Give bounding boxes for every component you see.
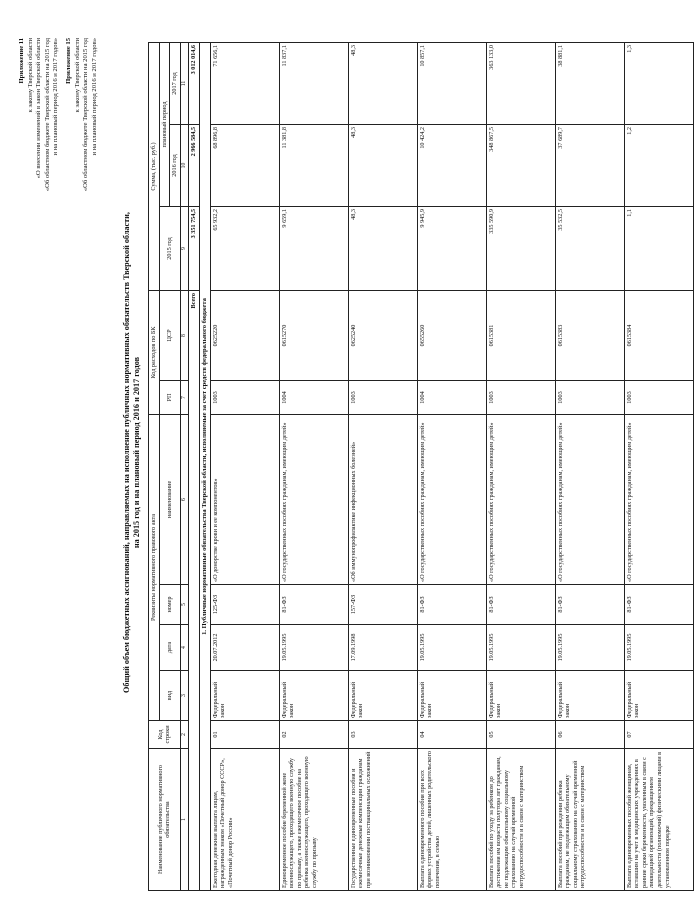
csr-code: 0625240 [348,291,417,381]
rz-code: 1003 [348,381,417,415]
act-date: 20.07.2012 [210,625,279,671]
sum-2016: 11 381,8 [279,125,348,207]
sum-2016: 10 424,2 [417,125,486,207]
title-line: на 2015 год и на плановый период 2016 и 2017 годов [132,356,141,549]
table-row [624,43,693,891]
row-code: 03 [348,721,417,749]
col-budget-code-header: Код расходов по БК [149,291,160,415]
column-number: 8 [180,291,189,381]
annex-11-title: Приложение 11 [18,38,25,84]
col-2015-header: 2015 год [159,207,180,291]
obligation-name: Выплата пособий при рождении ребенка гражданам, не подлежащим обязательному социальному страхованию на случай временной нетрудоспособности и в связи с материнством [555,749,624,891]
row-code: 02 [279,721,348,749]
total-label: Всего [189,291,200,891]
annex-11-line: «Об областном бюджете Тверской области на 2015 год [43,38,51,192]
act-name: «О государственных пособиях гражданам, имеющим детей» [279,415,348,585]
rz-code: 1004 [417,381,486,415]
sum-2015: 9 945,9 [417,207,486,291]
act-kind: Федеральный закон [624,671,693,721]
act-number: 157-ФЗ [348,585,417,625]
col-rz-header: РП [159,381,180,415]
row-code: 07 [624,721,693,749]
act-date: 19.05.1995 [486,625,555,671]
title-line: Общий объем бюджетных ассигнований, направляемых на исполнение публичных нормативных обязательств Тверской области, [122,212,131,693]
col-csr-header: ЦСР [159,291,180,381]
annex-15-line: и на плановый период 2016 и 2017 годов» [90,38,98,156]
rz-code: 1003 [486,381,555,415]
sum-2015: 35 532,5 [555,207,624,291]
act-date: 19.05.1995 [624,625,693,671]
sum-2016: 1,2 [624,125,693,207]
annex-11-line: «О внесении изменений в закон Тверской области [35,38,43,179]
act-date: 17.09.1998 [348,625,417,671]
sum-2016: 68 896,8 [210,125,279,207]
sum-2015: 335 590,9 [486,207,555,291]
col-kind-header: вид [159,671,180,721]
sum-2017: 10 857,1 [417,43,486,125]
csr-code: 0615384 [624,291,693,381]
row-code: 04 [417,721,486,749]
act-number: 81-ФЗ [279,585,348,625]
obligation-name: Выплата единовременных пособий женщинам, вставшим на учет в медицинских учреждениях в ранние сроки беременности, уволенным в связи с ликвидацией организаций, прекращением деятельности (полномочий) физическими лицами в установленном порядке [624,749,693,891]
rz-code: 1003 [210,381,279,415]
sum-2017: 71 656,1 [210,43,279,125]
act-name: «Об иммунопрофилактике инфекционных болезней» [348,415,417,585]
act-number: 81-ФЗ [417,585,486,625]
row-code: 06 [555,721,624,749]
act-date: 19.05.1995 [279,625,348,671]
column-number: 7 [180,381,189,415]
col-2017-header: 2017 год [170,43,181,125]
col-plan-header: плановый период [159,43,170,207]
act-number: 81-ФЗ [486,585,555,625]
csr-code: 0655260 [417,291,486,381]
act-date: 19.05.1995 [417,625,486,671]
row-code: 05 [486,721,555,749]
column-number: 1 [180,749,189,891]
col-requisites-header: Реквизиты нормативного правового акта [149,415,160,721]
act-number: 81-ФЗ [555,585,624,625]
sum-2015: 9 659,1 [279,207,348,291]
act-name: «О государственных пособиях гражданам, имеющим детей» [624,415,693,585]
csr-code: 0615383 [555,291,624,381]
sum-2015: 48,3 [348,207,417,291]
table-row [348,43,417,891]
act-kind: Федеральный закон [555,671,624,721]
sum-2017: 1,3 [624,43,693,125]
act-kind: Федеральный закон [210,671,279,721]
act-number: 81-ФЗ [624,585,693,625]
sum-2017: 11 837,1 [279,43,348,125]
table-row [417,43,486,891]
sum-2016: 348 867,5 [486,125,555,207]
act-kind: Федеральный закон [417,671,486,721]
col-act-header: наименование [159,415,180,585]
annex-15-line: к закону Тверской области [73,38,81,113]
sum-2017: 48,3 [348,43,417,125]
csr-code: 0615381 [486,291,555,381]
column-number: 2 [180,721,189,749]
table-row [486,43,555,891]
col-date-header: дата [159,625,180,671]
obligation-name: Выплата единовременного пособия при всех формах устройства детей, лишенных родительского попечения, в семью [417,749,486,891]
col-code-header: Код строки [149,721,181,749]
obligation-name: Государственные единовременные пособия и ежемесячные денежные компенсации гражданам при возникновении поствакцинальных осложнений [348,749,417,891]
annex-15-line: «Об областном бюджете Тверской области на 2015 год [82,38,90,192]
act-kind: Федеральный закон [279,671,348,721]
table-row [210,43,279,891]
csr-code: 0615270 [279,291,348,381]
annex-15-title: Приложение 15 [64,38,72,84]
column-number: 3 [180,671,189,721]
section-title: 1. Публичные нормативные обязательства Тверской области, исполняемые за счет средств федерального бюджета [199,43,210,891]
sum-2017: 363 133,0 [486,43,555,125]
obligation-name: Выплата пособий по уходу за ребенком до достижения им возраста полутора лет гражданам, не подлежащим обязательному социальному страхованию на случай временной нетрудоспособности и в связи с материнством [486,749,555,891]
col-sum-header: Сумма, (тыс. руб.) [149,43,160,291]
csr-code: 0625220 [210,291,279,381]
appendix-header [18,38,99,191]
column-number: 11 [180,43,189,125]
column-number: 10 [180,125,189,207]
table-row [279,43,348,891]
obligation-name: Ежегодная денежная выплата лицам, награжденным знаком «Почетный донор СССР», «Почетный донор России» [210,749,279,891]
act-kind: Федеральный закон [348,671,417,721]
rz-code: 1003 [555,381,624,415]
annex-11-line: к закону Тверской области [26,38,34,113]
sum-2017: 38 881,1 [555,43,624,125]
sum-2016: 37 689,7 [555,125,624,207]
column-number: 5 [180,585,189,625]
act-name: «О государственных пособиях гражданам, имеющим детей» [486,415,555,585]
document-title [122,40,142,865]
column-number-row [180,43,189,891]
total-2016: 2 966 584,5 [189,125,200,207]
total-2015: 3 351 754,5 [189,207,200,291]
act-name: «О донорстве крови и ее компонентов» [210,415,279,585]
obligation-name: Единовременное пособие беременной жене военнослужащего, проходящего военную службу по призыву, а также ежемесячное пособие на ребенка военнослужащего, проходящего военную службу по призыву [279,749,348,891]
column-number: 4 [180,625,189,671]
total-row [189,43,200,891]
act-kind: Федеральный закон [486,671,555,721]
sum-2015: 65 932,2 [210,207,279,291]
act-name: «О государственных пособиях гражданам, имеющим детей» [555,415,624,585]
section-row [199,43,210,891]
col-name-header: Наименование публичного нормативного обязательства [149,749,181,891]
table-row [555,43,624,891]
rz-code: 1004 [279,381,348,415]
sum-2016: 48,3 [348,125,417,207]
total-2017: 3 012 014,6 [189,43,200,125]
column-number: 9 [180,207,189,291]
col-number-header: номер [159,585,180,625]
col-2016-header: 2016 год [170,125,181,207]
obligations-table [148,42,694,891]
act-number: 125-ФЗ [210,585,279,625]
sum-2015: 1,1 [624,207,693,291]
rz-code: 1003 [624,381,693,415]
column-number: 6 [180,415,189,585]
row-code: 01 [210,721,279,749]
act-date: 19.05.1995 [555,625,624,671]
act-name: «О государственных пособиях гражданам, имеющим детей» [417,415,486,585]
annex-11-line: и на плановый период 2016 и 2017 годов» [52,38,60,156]
